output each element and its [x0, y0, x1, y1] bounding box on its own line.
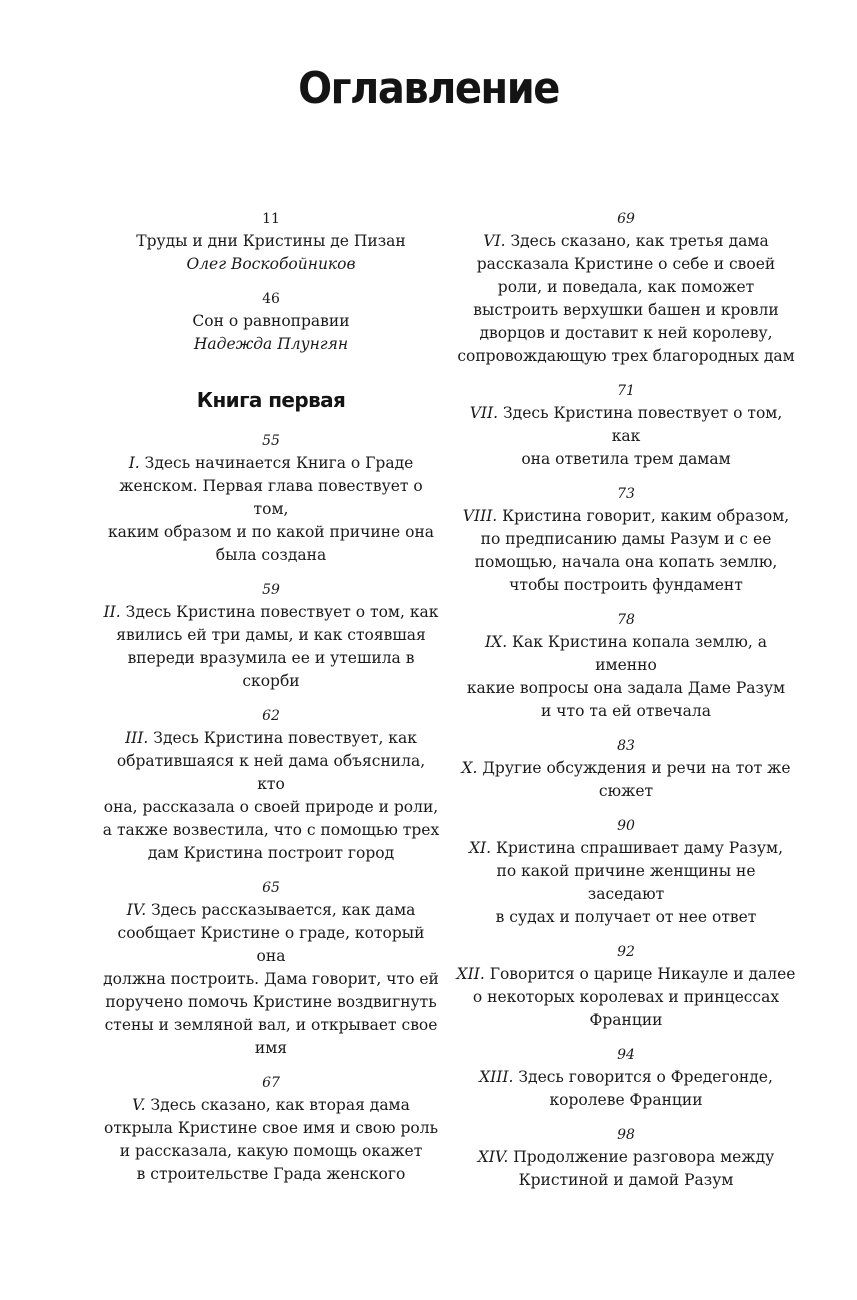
- entry-text: Кристиной и дамой Разум: [518, 1171, 734, 1189]
- entry-text: Кристина спрашивает даму Разум,: [491, 839, 784, 857]
- entry-line: [456, 677, 796, 700]
- chapter-numeral: VIII.: [462, 507, 498, 525]
- toc-right-column: [456, 208, 796, 1204]
- entry-line: [456, 299, 796, 322]
- entry-line: [456, 276, 796, 299]
- entry-text: стены и земляной вал, и открывает свое: [104, 1016, 438, 1034]
- entry-line: [101, 750, 441, 796]
- entry-line: [456, 551, 796, 574]
- entry-line: [101, 968, 441, 991]
- entry-text: о некоторых королевах и принцессах: [472, 988, 780, 1006]
- right-chapter-list: [456, 208, 796, 1192]
- page-number: 59: [262, 582, 280, 598]
- entry-line: [101, 1094, 441, 1117]
- entry-text: должна построить. Дама говорит, что ей: [103, 970, 439, 988]
- page-number: 69: [617, 211, 635, 227]
- entry-line: [101, 1037, 441, 1060]
- page-number: 94: [617, 1047, 635, 1063]
- page-number: 62: [262, 708, 280, 724]
- entry-line: [456, 1089, 796, 1112]
- chapter-numeral: X.: [461, 759, 478, 777]
- entry-line: [456, 322, 796, 345]
- entry-line: [101, 624, 441, 647]
- entry-line: [456, 1009, 796, 1032]
- entry-line: [456, 448, 796, 471]
- entry-text: Здесь Кристина повествует, как: [148, 729, 417, 747]
- entry-line: [101, 647, 441, 693]
- toc-entry[interactable]: [456, 609, 796, 723]
- page-number: 73: [617, 486, 635, 502]
- chapter-numeral: XI.: [468, 839, 492, 857]
- entry-line: [101, 899, 441, 922]
- toc-entry[interactable]: [101, 1072, 441, 1186]
- entry-text: дворцов и доставит к ней королеву,: [479, 324, 773, 342]
- entry-text: в судах и получает от нее ответ: [495, 908, 757, 926]
- entry-text: она, рассказала о своей природе и роли,: [103, 798, 439, 816]
- entry-text: Говорится о царице Никауле и далее: [484, 965, 796, 983]
- entry-line: [101, 842, 441, 865]
- entry-line: [456, 505, 796, 528]
- entry-title: Труды и дни Кристины де Пизан: [136, 232, 406, 250]
- entry-text: в строительстве Града женского: [136, 1165, 406, 1183]
- entry-line: [101, 1014, 441, 1037]
- entry-text: Другие обсуждения и речи на тот же: [477, 759, 791, 777]
- toc-entry[interactable]: [456, 941, 796, 1032]
- chapter-numeral: XIV.: [477, 1148, 509, 1166]
- toc-entry[interactable]: [101, 430, 441, 567]
- entry-text: по какой причине женщины не заседают: [496, 862, 756, 903]
- entry-line: [101, 601, 441, 624]
- toc-entry[interactable]: [456, 815, 796, 929]
- entry-text: Продолжение разговора между: [508, 1148, 775, 1166]
- entry-text: и что та ей отвечала: [541, 702, 711, 720]
- entry-line: [456, 574, 796, 597]
- entry-text: помощью, начала она копать землю,: [474, 553, 778, 571]
- page-number: 65: [262, 880, 280, 896]
- page-number: 71: [617, 383, 635, 399]
- entry-text: поручено помочь Кристине воздвигнуть: [105, 993, 437, 1011]
- entry-text: Франции: [589, 1011, 663, 1029]
- entry-text: обратившаяся к ней дама объяснила, кто: [116, 752, 426, 793]
- entry-line: [101, 922, 441, 968]
- entry-text: была создана: [215, 546, 327, 564]
- chapter-numeral: II.: [103, 603, 121, 621]
- toc-entry[interactable]: [456, 380, 796, 471]
- toc-entry[interactable]: [101, 288, 441, 356]
- entry-line: [101, 1117, 441, 1140]
- toc-entry[interactable]: [101, 208, 441, 276]
- entry-text: сообщает Кристине о граде, который она: [117, 924, 425, 965]
- entry-line: [101, 521, 441, 544]
- entry-text: явились ей три дамы, и как стоявшая: [116, 626, 426, 644]
- chapter-numeral: I.: [128, 454, 140, 472]
- entry-text: и рассказала, какую помощь окажет: [119, 1142, 423, 1160]
- entry-text: королеве Франции: [549, 1091, 703, 1109]
- toc-entry[interactable]: [456, 735, 796, 803]
- chapter-numeral: IX.: [485, 633, 508, 651]
- toc-entry[interactable]: [456, 483, 796, 597]
- entry-line: [456, 402, 796, 448]
- entry-line: [456, 631, 796, 677]
- entry-text: какие вопросы она задала Даме Разум: [466, 679, 786, 697]
- toc-entry[interactable]: [101, 579, 441, 693]
- entry-text: Здесь Кристина повествует о том, как: [498, 404, 783, 445]
- entry-text: Здесь рассказывается, как дама: [146, 901, 416, 919]
- chapter-numeral: III.: [125, 729, 149, 747]
- toc-entry[interactable]: [101, 877, 441, 1060]
- entry-line: [101, 819, 441, 842]
- entry-text: Кристина говорит, каким образом,: [497, 507, 790, 525]
- page-number: 92: [617, 944, 635, 960]
- entry-line: [101, 727, 441, 750]
- section-heading: Книга первая: [196, 388, 346, 412]
- entry-line: [456, 986, 796, 1009]
- chapter-numeral: VII.: [469, 404, 499, 422]
- chapter-numeral: XII.: [456, 965, 485, 983]
- page-number: 11: [262, 211, 280, 227]
- entry-line: [456, 528, 796, 551]
- entry-text: роли, и поведала, как поможет: [497, 278, 755, 296]
- entry-text: дам Кристина построит город: [147, 844, 395, 862]
- chapter-numeral: IV.: [126, 901, 147, 919]
- toc-left-column: [101, 208, 441, 1198]
- entry-author: Олег Воскобойников: [186, 255, 356, 273]
- entry-line: [456, 1146, 796, 1169]
- chapter-numeral: V.: [132, 1096, 146, 1114]
- entry-line: [456, 860, 796, 906]
- entry-text: Здесь Кристина повествует о том, как: [120, 603, 439, 621]
- left-chapter-list: [101, 430, 441, 1186]
- entry-line: [456, 780, 796, 803]
- toc-entry[interactable]: [101, 705, 441, 865]
- page-number: 90: [617, 818, 635, 834]
- toc-entry[interactable]: [456, 208, 796, 368]
- entry-line: [456, 757, 796, 780]
- entry-line: [456, 700, 796, 723]
- page-number: 67: [262, 1075, 280, 1091]
- entry-line: [101, 452, 441, 475]
- entry-line: [456, 345, 796, 368]
- entry-line: [101, 1140, 441, 1163]
- entry-line: [101, 475, 441, 521]
- entry-title: Сон о равноправии: [192, 312, 350, 330]
- page-number: 46: [262, 291, 280, 307]
- page-number: 83: [617, 738, 635, 754]
- entry-text: а также возвестила, что с помощью трех: [102, 821, 440, 839]
- entry-text: по предписанию дамы Разум и с ее: [480, 530, 772, 548]
- entry-line: [456, 837, 796, 860]
- entry-line: [456, 253, 796, 276]
- entry-line: [101, 796, 441, 819]
- entry-line: [456, 1066, 796, 1089]
- entry-text: рассказала Кристине о себе и своей: [476, 255, 776, 273]
- entry-line: [101, 544, 441, 567]
- page-title: Оглавление: [298, 64, 559, 114]
- toc-entry[interactable]: [456, 1124, 796, 1192]
- entry-line: [101, 1163, 441, 1186]
- entry-text: Здесь начинается Книга о Граде: [139, 454, 414, 472]
- entry-line: [456, 963, 796, 986]
- page-number: 98: [617, 1127, 635, 1143]
- entry-text: открыла Кристине свое имя и свою роль: [103, 1119, 439, 1137]
- chapter-numeral: XIII.: [479, 1068, 514, 1086]
- entry-text: Здесь сказано, как третья дама: [505, 232, 769, 250]
- entry-text: Здесь сказано, как вторая дама: [145, 1096, 410, 1114]
- entry-text: выстроить верхушки башен и кровли: [473, 301, 779, 319]
- chapter-numeral: VI.: [483, 232, 506, 250]
- entry-text: впереди вразумила ее и утешила в скорби: [127, 649, 415, 690]
- page-number: 55: [262, 433, 280, 449]
- entry-text: сюжет: [598, 782, 654, 800]
- entry-line: [456, 1169, 796, 1192]
- entry-text: Здесь говорится о Фредегонде,: [513, 1068, 773, 1086]
- entry-text: она ответила трем дамам: [521, 450, 731, 468]
- entry-line: [456, 230, 796, 253]
- entry-text: чтобы построить фундамент: [509, 576, 743, 594]
- entry-line: [101, 991, 441, 1014]
- entry-text: имя: [254, 1039, 288, 1057]
- entry-text: Как Кристина копала землю, а именно: [507, 633, 767, 674]
- page-number: 78: [617, 612, 635, 628]
- entry-text: сопровождающую трех благородных дам: [457, 347, 795, 365]
- entry-line: [456, 906, 796, 929]
- entry-text: женском. Первая глава повествует о том,: [119, 477, 423, 518]
- entry-author: Надежда Плунгян: [193, 335, 349, 353]
- entry-text: каким образом и по какой причине она: [107, 523, 435, 541]
- toc-entry[interactable]: [456, 1044, 796, 1112]
